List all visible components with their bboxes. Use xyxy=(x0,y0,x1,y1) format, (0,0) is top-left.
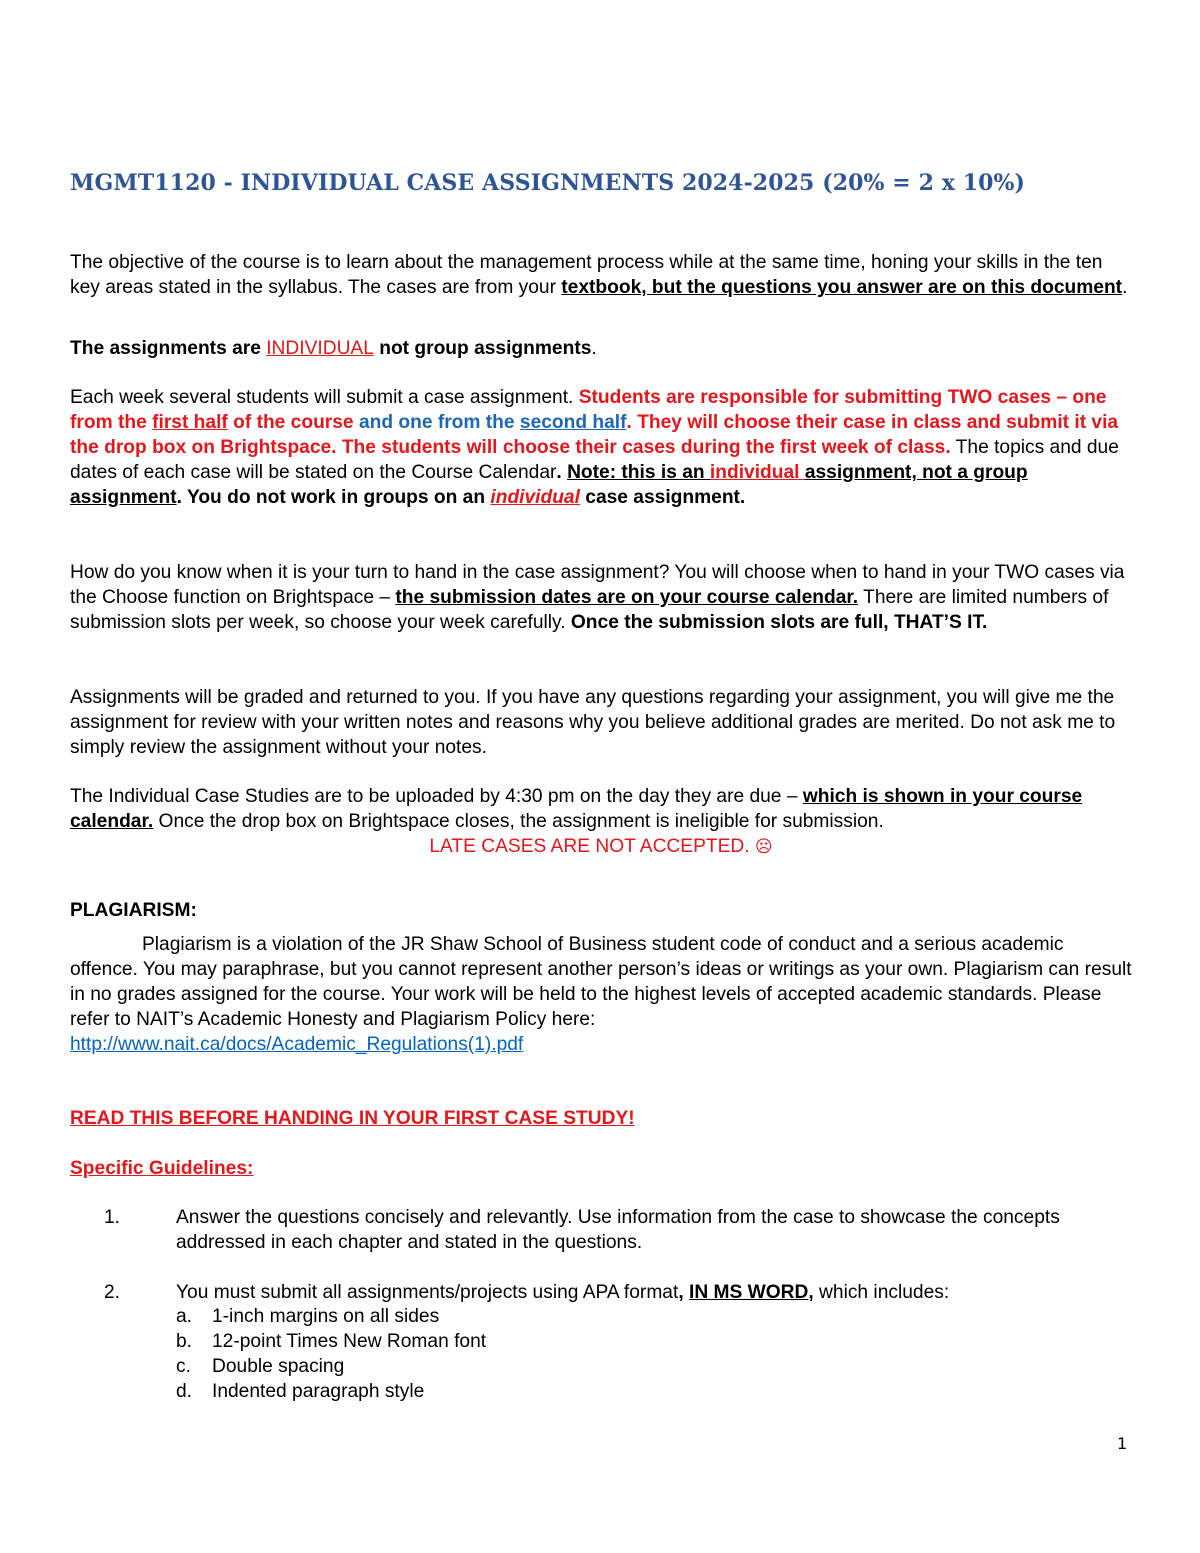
timing-text: How do you know when it is your turn to hand in the case assignment? You will choose when to hand in your TWO cases via the Choose function on Brightspace – xyxy=(70,562,1125,608)
limited-slots-text: There are limited numbers of submission slots per week, so choose your week carefully. xyxy=(70,587,1109,633)
drop-box-text: Once the drop box on Brightspace closes, the assignment is ineligible for submission. xyxy=(153,811,884,832)
individual-italic: individual xyxy=(490,487,580,508)
document-title: MGMT1120 - INDIVIDUAL CASE ASSIGNMENTS 2024-2025 (20% = 2 x 10%) xyxy=(70,170,1026,196)
policy-link[interactable]: http://www.nait.ca/docs/Academic_Regulations(1).pdf xyxy=(70,1034,524,1055)
case-assignment-text: case assignment. xyxy=(579,487,746,508)
course-calendar-text: which is shown in your course calendar. xyxy=(70,786,1083,832)
note-text: Note: this is an xyxy=(567,462,710,483)
intro-text: The objective of the course is to learn about the management process while at the same time, honing your skills in the ten key areas stated in the syllabus. The cases are from your xyxy=(70,252,1103,298)
upload-paragraph xyxy=(70,784,1132,834)
of-course-text: of the course xyxy=(227,412,359,433)
two-cases-text: Students are responsible for submitting TWO cases – one from the xyxy=(70,387,1107,433)
sub-letter: a. xyxy=(176,1306,193,1327)
sub-item-b xyxy=(176,1329,486,1354)
choose-case-text: . They will choose their case in class and submit it via the drop box on Brightspace. The students will choose their cases during the first week of class. xyxy=(70,412,1119,458)
apa-comma: , xyxy=(678,1282,689,1303)
sub-item-a xyxy=(176,1304,439,1329)
not-group-text: assignment, not a group assignment xyxy=(70,462,1028,508)
read-this-heading: READ THIS BEFORE HANDING IN YOUR FIRST CASE STUDY! xyxy=(70,1108,635,1129)
ms-word-text: IN MS WORD xyxy=(688,1282,809,1303)
late-cases-line xyxy=(70,834,1132,859)
page-number: 1 xyxy=(1117,1434,1128,1453)
guidelines-heading: Specific Guidelines: xyxy=(70,1158,254,1179)
notice-period: . xyxy=(591,338,597,359)
item-text xyxy=(176,1280,1106,1305)
sub-item-c xyxy=(176,1354,344,1379)
and-one-text: and one from the xyxy=(358,412,520,433)
sub-item-d xyxy=(176,1379,424,1404)
plagiarism-heading: PLAGIARISM: xyxy=(70,900,197,921)
slots-full-text: Once the submission slots are full, THAT’S IT. xyxy=(570,612,988,633)
sub-letter: b. xyxy=(176,1331,193,1352)
submission-dates-text: the submission dates are on your course calendar. xyxy=(395,587,859,608)
intro-emphasis: textbook, but the questions you answer are on this document xyxy=(561,277,1123,298)
plagiarism-paragraph xyxy=(70,932,1132,1057)
individual-highlight: INDIVIDUAL xyxy=(266,338,374,359)
sub-letter: c. xyxy=(176,1356,191,1377)
intro-period: . xyxy=(1122,277,1128,298)
intro-paragraph xyxy=(70,250,1132,300)
sub-text: Double spacing xyxy=(212,1356,345,1377)
individual-notice xyxy=(70,336,1132,361)
item-text: Answer the questions concisely and relevantly. Use information from the case to showcase the concepts addressed in each chapter and stated in the questions. xyxy=(176,1207,1060,1253)
second-half-text: second half xyxy=(519,412,627,433)
plagiarism-text: Plagiarism is a violation of the JR Shaw School of Business student code of conduct and a serious academic offence. You may paraphrase, but you cannot represent another person’s ideas or writings as your own. Plagiarism can result in no grades assigned for the course. Your work will be held to the highest levels of accepted academic standards. Please refer to NAIT’s Academic Honesty and Plagiarism Policy here: xyxy=(70,934,1132,1030)
upload-text: The Individual Case Studies are to be uploaded by 4:30 pm on the day they are due – xyxy=(70,786,803,807)
sub-text: Indented paragraph style xyxy=(212,1381,425,1402)
individual-word: individual xyxy=(709,462,805,483)
topics-text: The topics and due dates of each case will be stated on the Course Calendar xyxy=(70,437,1119,483)
topics-period: . xyxy=(556,462,568,483)
first-half-text: first half xyxy=(152,412,228,433)
sub-text: 1-inch margins on all sides xyxy=(212,1306,440,1327)
no-groups-text: . You do not work in groups on an xyxy=(176,487,491,508)
notice-text: The assignments are xyxy=(70,338,267,359)
item-number: 1. xyxy=(104,1207,121,1228)
ms-word-comma: , xyxy=(808,1282,814,1303)
notice-text-end: not group assignments xyxy=(373,338,592,359)
apa-text: You must submit all assignments/projects using APA format xyxy=(176,1282,679,1303)
item-number: 2. xyxy=(104,1282,121,1303)
grading-paragraph: Assignments will be graded and returned to you. If you have any questions regarding your assignment, you will give me the assignment for review with your written notes and reasons why you believe additional grades are merited. Do not ask me to simply review the assignment without your notes. xyxy=(70,687,1116,758)
sub-letter: d. xyxy=(176,1381,193,1402)
late-cases-text: LATE CASES ARE NOT ACCEPTED. xyxy=(429,836,755,857)
submission-text: Each week several students will submit a case assignment. xyxy=(70,387,579,408)
timing-paragraph xyxy=(70,560,1132,635)
includes-text: which includes: xyxy=(813,1282,950,1303)
sub-text: 12-point Times New Roman font xyxy=(212,1331,487,1352)
sad-face-icon: ☹ xyxy=(754,837,773,856)
submission-paragraph xyxy=(70,385,1132,510)
